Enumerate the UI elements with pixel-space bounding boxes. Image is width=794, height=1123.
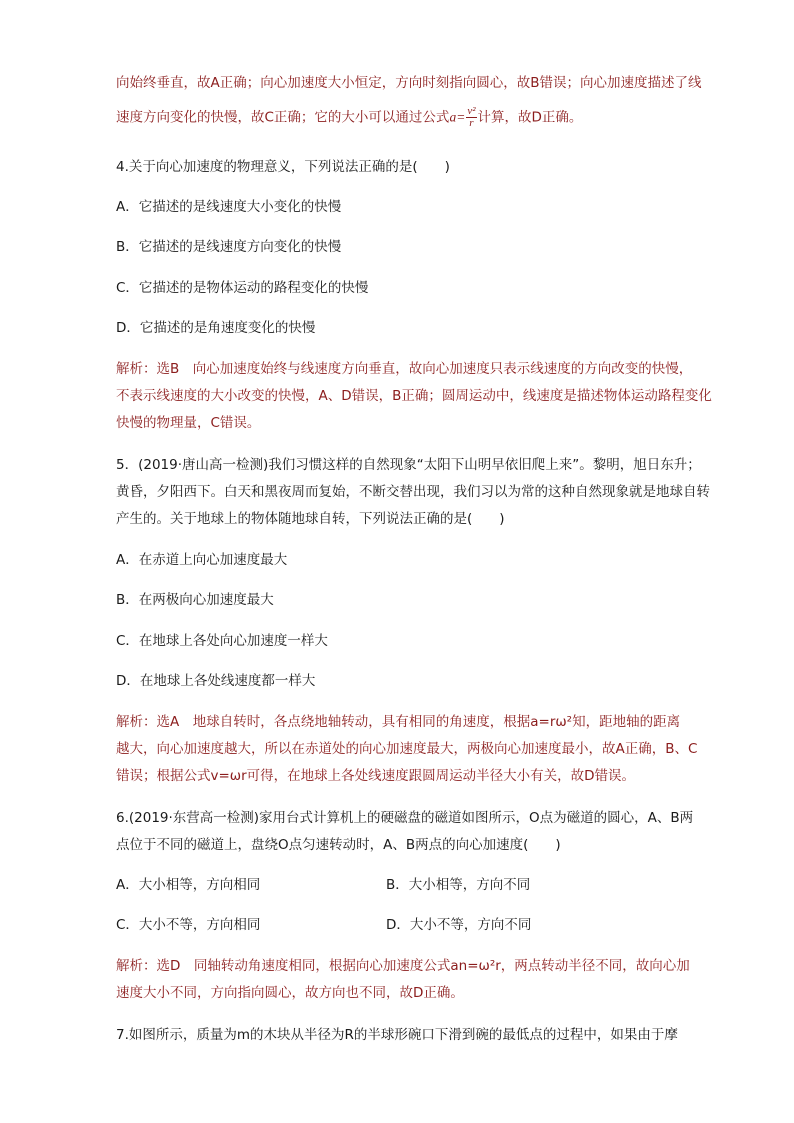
- q6-stem-line: 点位于不同的磁道上，盘绕O点匀速转动时，A、B两点的向心加速度( ): [116, 837, 561, 853]
- explanation-line-with-formula: [116, 106, 582, 129]
- q5-analysis-line: 解析：选A 地球自转时，各点绕地轴转动，具有相同的角速度，根据a=rω²知，距地轴的距离: [116, 714, 681, 730]
- q5-analysis-line: 错误；根据公式v=ωr可得，在地球上各处线速度跟圆周运动半径大小有关，故D错误。: [116, 768, 636, 784]
- q4-analysis-line: 不表示线速度的大小改变的快慢，A、D错误，B正确；圆周运动中，线速度是描述物体运动路程变化: [116, 388, 712, 404]
- q6-option-a: A．大小相等，方向相同: [116, 877, 261, 893]
- formula-fraction: [466, 106, 476, 129]
- q5-stem-line: 5．(2019·唐山高一检测)我们习惯这样的自然现象“太阳下山明早依旧爬上来”。黎明，旭日东升；: [116, 457, 701, 473]
- q5-option-a: A．在赤道上向心加速度最大: [116, 552, 288, 568]
- explanation-line: 向始终垂直，故A正确；向心加速度大小恒定，方向时刻指向圆心，故B错误；向心加速度描述了线: [116, 75, 702, 91]
- fraction-numerator: v²: [467, 105, 476, 117]
- q6-analysis-line: 解析：选D 同轴转动角速度相同，根据向心加速度公式an=ω²r，两点转动半径不同，故向心加: [116, 958, 690, 974]
- q4-analysis-line: 解析：选B 向心加速度始终与线速度方向垂直，故向心加速度只表示线速度的方向改变的快慢，: [116, 361, 693, 377]
- formula-lhs: a=: [449, 109, 466, 125]
- explanation-text: 计算，故D正确。: [477, 109, 583, 126]
- q4-option-d: D．它描述的是角速度变化的快慢: [116, 320, 316, 336]
- q5-stem-line: 黄昏，夕阳西下。白天和黑夜周而复始，不断交替出现，我们习以为常的这种自然现象就是地球自转: [116, 484, 710, 500]
- q6-option-d: D．大小不等，方向不同: [386, 917, 532, 933]
- q4-option-a: A．它描述的是线速度大小变化的快慢: [116, 199, 342, 215]
- q5-analysis-line: 越大，向心加速度越大，所以在赤道处的向心加速度最大，两极向心加速度最小，故A正确，B、C: [116, 741, 698, 757]
- q4-stem: 4.关于向心加速度的物理意义，下列说法正确的是( ): [116, 159, 450, 175]
- q6-analysis-line: 速度大小不同，方向指向圆心，故方向也不同，故D正确。: [116, 985, 464, 1001]
- q4-option-b: B．它描述的是线速度方向变化的快慢: [116, 239, 342, 255]
- q5-option-d: D．在地球上各处线速度都一样大: [116, 673, 316, 689]
- q5-stem-line: 产生的。关于地球上的物体随地球自转，下列说法正确的是( ): [116, 511, 505, 527]
- q5-option-c: C．在地球上各处向心加速度一样大: [116, 633, 328, 649]
- fraction-denominator: r: [469, 117, 474, 129]
- q6-option-c: C．大小不等，方向相同: [116, 917, 261, 933]
- explanation-text: 速度方向变化的快慢，故C正确；它的大小可以通过公式: [116, 109, 450, 126]
- q6-option-b: B．大小相等，方向不同: [386, 877, 531, 893]
- q4-option-c: C．它描述的是物体运动的路程变化的快慢: [116, 280, 369, 296]
- q7-stem: 7.如图所示，质量为m的木块从半径为R的半球形碗口下滑到碗的最低点的过程中，如果由于摩: [116, 1027, 678, 1043]
- q5-option-b: B．在两极向心加速度最大: [116, 592, 274, 608]
- q4-analysis-line: 快慢的物理量，C错误。: [116, 415, 261, 431]
- q6-stem-line: 6.(2019·东营高一检测)家用台式计算机上的硬磁盘的磁道如图所示，O点为磁道的圆心，A、B两: [116, 810, 694, 826]
